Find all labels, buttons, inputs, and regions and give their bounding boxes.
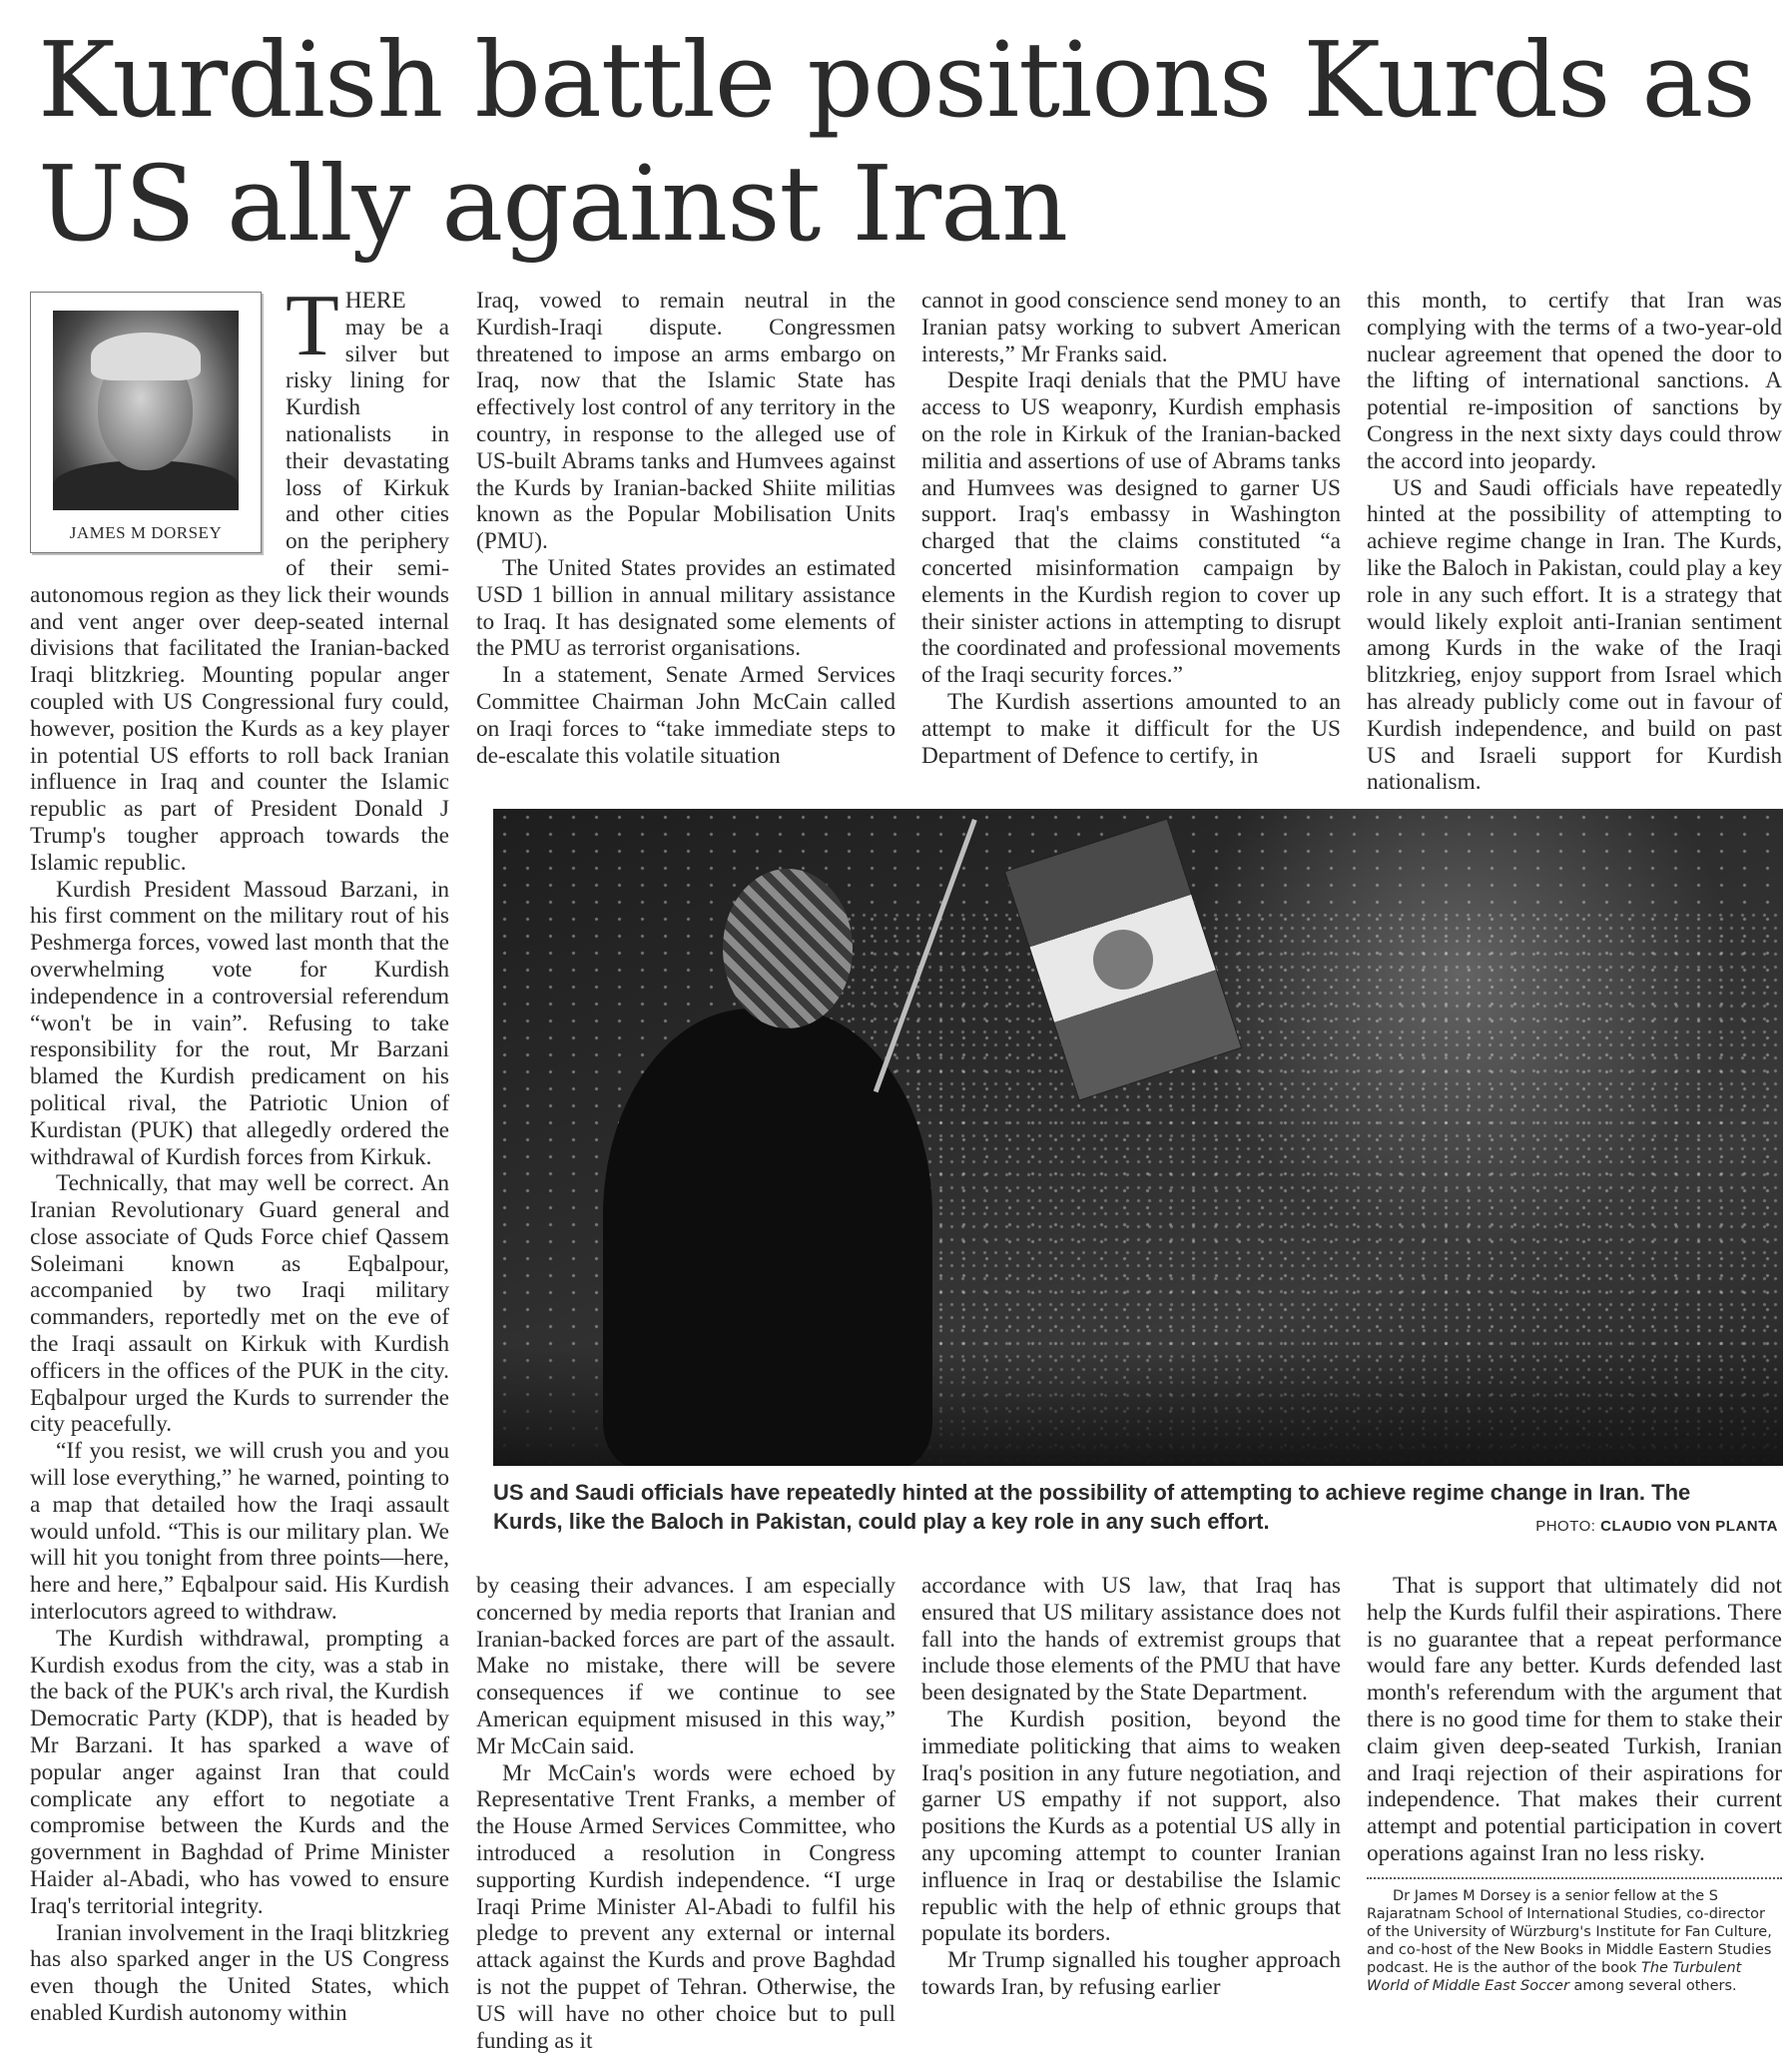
paragraph: accordance with US law, that Iraq has ensured that US military assistance does not fall into the hands of extremist groups that include those elements of the PMU that have been designated by the State Department. [921, 1573, 1341, 1707]
bio-divider [1367, 1877, 1782, 1879]
paragraph: Iraq, vowed to remain neutral in the Kurdish-Iraqi dispute. Congressmen threatened to impose an arms embargo on Iraq, now that the Islamic State has effectively lost control of any territory in the country, in response to the alleged use of US-built Abrams tanks and Humvees against the Kurds by Iranian-backed Shiite militias known as the Popular Mobilisation Units (PMU). [476, 288, 896, 555]
paragraph: Technically, that may well be correct. An Iranian Revolutionary Guard general and close associate of Quds Force chief Qassem Soleimani known as Eqbalpour, accompanied by two Iraqi military commanders, reportedly met on the eve of the Iraqi assault on Kirkuk with Kurdish officers in the offices of the PUK in the city. Eqbalpour urged the Kurds to surrender the city peacefully. [30, 1170, 449, 1438]
paragraph: Despite Iraqi denials that the PMU have access to US weaponry, Kurdish emphasis on the role in Kirkuk of the Iranian-backed militia and assertions of use of Abrams tanks and Humvees was designed to garner US support. Iraq's embassy in Washington charged that the claims constituted “a concerted misinformation campaign by elements in the Kurdish region to cover up their sinister actions in attempting to disrupt the coordinated and professional movements of the Iraqi security forces.” [921, 367, 1341, 689]
column-2-top [476, 288, 896, 769]
author-bio: Dr James M Dorsey is a senior fellow at the S Rajaratnam School of International Studies, co-director of the University of Würzburg's Institute for Fan Culture, and co-host of the New Books in Middle Eastern Studies podcast. He is the author of the book The Turbulent World of Middle East Soccer among several others. [1367, 1887, 1772, 1994]
author-box [30, 292, 262, 553]
paragraph: The Kurdish position, beyond the immediate politicking that aims to weaken Iraq's position in any future negotiation, and garner US empathy if not support, also positions the Kurds as a potential US ally in any upcoming attempt to counter Iranian influence in Iraq or destabilise the Islamic republic with the help of ethnic groups that populate its borders. [921, 1706, 1341, 1947]
paragraph: “If you resist, we will crush you and you will lose everything,” he warned, pointing to a map that detailed how the Iraqi assault would unfold. “This is our military plan. We will hit you tonight from three points—here, here and here,” Eqbalpour said. His Kurdish interlocutors agreed to withdraw. [30, 1438, 449, 1626]
paragraph: by ceasing their advances. I am especially concerned by media reports that Iranian and Iranian-backed forces are part of the assault. Make no mistake, there will be severe consequences if we continue to see American equipment misused in this way,” Mr McCain said. [476, 1573, 896, 1759]
lead-paragraph: THERE may be a silver but risky lining for Kurdish nationalists in their devastating loss of Kirkuk and other cities on the periphery of their semi-autonomous region as they lick their wounds and vent anger over deep-seated internal divisions that facilitated the Iranian-backed Iraqi blitzkrieg. Mounting popular anger coupled with US Congressional fury could, however, position the Kurds as a key player in potential US efforts to roll back Iranian influence in Iraq and counter the Islamic republic as part of President Donald J Trump's tougher approach towards the Islamic republic. [30, 278, 449, 876]
paragraph: Iranian involvement in the Iraqi blitzkrieg has also sparked anger in the US Congress even though the United States, which enabled Kurdish autonomy within [30, 1919, 449, 2026]
column-2-bottom [476, 1573, 896, 2054]
article-photo [493, 809, 1783, 1466]
paragraph: cannot in good conscience send money to an Iranian patsy working to subvert American interests,” Mr Franks said. [921, 288, 1341, 367]
paragraph: The Kurdish assertions amounted to an attempt to make it difficult for the US Department of Defence to certify, in [921, 688, 1341, 769]
paragraph: Kurdish President Massoud Barzani, in his first comment on the military rout of his Peshmerga forces, vowed last month that the overwhelming vote for Kurdish independence in a controversial referendum “won't be in vain”. Refusing to take responsibility for the rout, Mr Barzani blamed the Kurdish predicament on his political rival, the Patriotic Union of Kurdistan (PUK) that allegedly ordered the withdrawal of Kurdish forces from Kirkuk. [30, 876, 449, 1170]
author-photo [53, 311, 239, 510]
column-3-top [921, 288, 1341, 769]
dropcap: T [286, 278, 339, 374]
headline: Kurdish battle positions Kurds as US ally against Iran [38, 19, 1755, 265]
column-4-top [1367, 288, 1782, 796]
column-4-bottom [1367, 1573, 1782, 1995]
author-name: JAMES M DORSEY [69, 523, 223, 542]
paragraph: That is support that ultimately did not help the Kurds fulfil their aspirations. There is no guarantee that a repeat performance would fare any better. Kurds defended last month's referendum with the argument that there is no good time for them to stake their claim given deep-seated Turkish, Iranian and Iraqi rejection of their aspirations for independence. That makes their current attempt and potential participation in covert operations against Iran no less risky. [1367, 1573, 1782, 1866]
photo-caption: US and Saudi officials have repeatedly hinted at the possibility of attempting to achieve regime change in Iran. The Kurds, like the Baloch in Pakistan, could play a key role in any such effort. [493, 1480, 1691, 1534]
column-1 [30, 278, 449, 2027]
paragraph: Mr McCain's words were echoed by Representative Trent Franks, a member of the House Armed Services Committee, who introduced a resolution in Congress supporting Kurdish independence. “I urge Iraqi Prime Minister Al-Abadi to fulfil his pledge to prevent any external or internal attack against the Kurds and prove Baghdad is not the puppet of Tehran. Otherwise, the US will have no other choice but to pull funding as it [476, 1759, 896, 2054]
paragraph: The United States provides an estimated USD 1 billion in annual military assistance to Iraq. It has designated some elements of the PMU as terrorist organisations. [476, 554, 896, 662]
paragraph: In a statement, Senate Armed Services Committee Chairman John McCain called on Iraqi forces to “take immediate steps to de-escalate this volatile situation [476, 662, 896, 769]
paragraph: US and Saudi officials have repeatedly hinted at the possibility of attempting to achieve regime change in Iran. The Kurds, like the Baloch in Pakistan, could play a key role in any such effort. It is a strategy that would likely exploit anti-Iranian sentiment among Kurds in the wake of the Iraqi blitzkrieg, enjoy support from Israel which has already publicly come out in favour of Kurdish independence, and build on past US and Israeli support for Kurdish nationalism. [1367, 474, 1782, 796]
column-3-bottom [921, 1573, 1341, 2001]
photo-credit: PHOTO: CLAUDIO VON PLANTA [1535, 1518, 1778, 1535]
turban-head [723, 869, 853, 1028]
paragraph: this month, to certify that Iran was complying with the terms of a two-year-old nuclear agreement that opened the door to the lifting of international sanctions. A potential re-imposition of sanctions by Congress in the next sixty days could throw the accord into jeopardy. [1367, 288, 1782, 474]
paragraph: The Kurdish withdrawal, prompting a Kurdish exodus from the city, was a stab in the back of the PUK's arch rival, the Kurdish Democratic Party (KDP), that is headed by Mr Barzani. It has sparked a wave of popular anger against Iran that could complicate any effort to negotiate a compromise between the Kurds and the government in Baghdad of Prime Minister Haider al-Abadi, who has vowed to ensure Iraq's territorial integrity. [30, 1625, 449, 1919]
paragraph: Mr Trump signalled his tougher approach towards Iran, by refusing earlier [921, 1947, 1341, 2000]
